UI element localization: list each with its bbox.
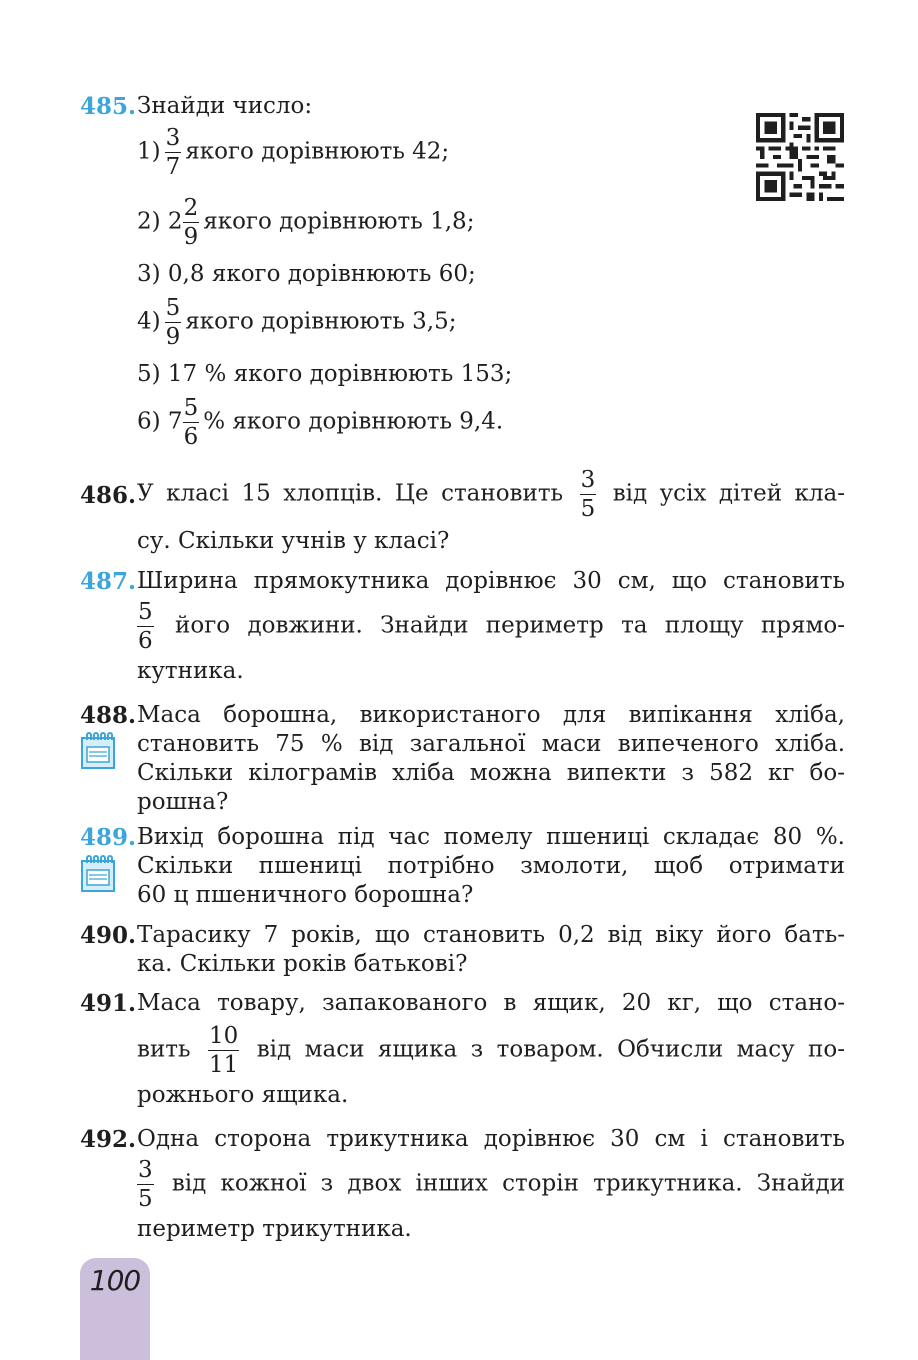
- problem-number: 487.: [80, 568, 137, 595]
- fraction: $\frac{3}{5}$: [580, 467, 596, 522]
- subitem-5: 5) 17 % якого дорівнюють 153;: [137, 361, 513, 387]
- fraction: $\frac{3}{5}$: [138, 1157, 153, 1212]
- problem-486: 486. У класі 15 хлопців. Це становить $\frac{3}{5}$ від усіх дітей кла- су. Скільки учнів у класі?: [80, 467, 846, 554]
- problem-number: 490.: [80, 922, 137, 949]
- problem-491: 491. Маса товару, запакованого в ящик, 20 кг, що стано- вить $\frac{10}{11}$ від маси ящика з товаром. Обчисли масу по- рожнього ящика.: [80, 990, 846, 1108]
- subitem-2: 2) 2 $\frac{2}{9}$ якого дорівнюють 1,8;: [137, 195, 475, 250]
- problem-487: 487. Ширина прямокутника дорівнює 30 см, що становить $\frac{5}{6}$ його довжини. Знайди периметр та площу прямо- кутника.: [80, 568, 846, 684]
- problem-intro: Знайди число:: [137, 93, 313, 119]
- fraction: $\frac{5}{9}$: [165, 295, 181, 350]
- fraction: $\frac{2}{9}$: [183, 195, 199, 250]
- page-number-tab: [80, 1258, 150, 1360]
- notebook-icon: [80, 855, 116, 893]
- subitem-4: 4) $\frac{5}{9}$ якого дорівнюють 3,5;: [137, 295, 457, 350]
- fraction: $\frac{3}{7}$: [165, 125, 181, 180]
- problem-number: 489.: [80, 824, 137, 851]
- problem-490: 490. Тарасику 7 років, що становить 0,2 від віку його бать- ка. Скільки років батькові?: [80, 922, 845, 977]
- notebook-icon: [80, 732, 116, 770]
- subitem-6: 6) 7 $\frac{5}{6}$ % якого дорівнюють 9,4.: [137, 395, 504, 450]
- problem-492: 492. Одна сторона трикутника дорівнює 30 см і становить $\frac{3}{5}$ від кожної з двох інших сторін трикутника. Знайди периметр трикутника.: [80, 1126, 845, 1242]
- fraction: $\frac{10}{11}$: [208, 1023, 239, 1078]
- fraction: $\frac{5}{6}$: [183, 395, 199, 450]
- problem-number: 488.: [80, 702, 137, 729]
- problem-number: 485.: [80, 93, 137, 120]
- problem-number: 491.: [80, 990, 137, 1017]
- problem-489: 489. Вихід борошна під час помелу пшениці складає 80 %. Скільки пшениці потрібно змолоти, щоб отримати 60 ц пшеничного борошна?: [80, 824, 845, 908]
- problem-number: 492.: [80, 1126, 137, 1153]
- subitem-1: 1) $\frac{3}{7}$ якого дорівнюють 42;: [137, 125, 450, 180]
- qr-code-icon: [756, 113, 844, 201]
- fraction: $\frac{5}{6}$: [138, 599, 153, 654]
- problem-488: 488. Маса борошна, використаного для випікання хліба, становить 75 % від загальної маси випеченого хліба. Скільки кілограмів хліба можна випекти з 582 кг бо- рошна?: [80, 702, 845, 815]
- problem-485: [80, 92, 845, 121]
- subitem-3: 3) 0,8 якого дорівнюють 60;: [137, 261, 476, 287]
- page-number: 100: [89, 1264, 141, 1297]
- problem-number: 486.: [80, 482, 137, 509]
